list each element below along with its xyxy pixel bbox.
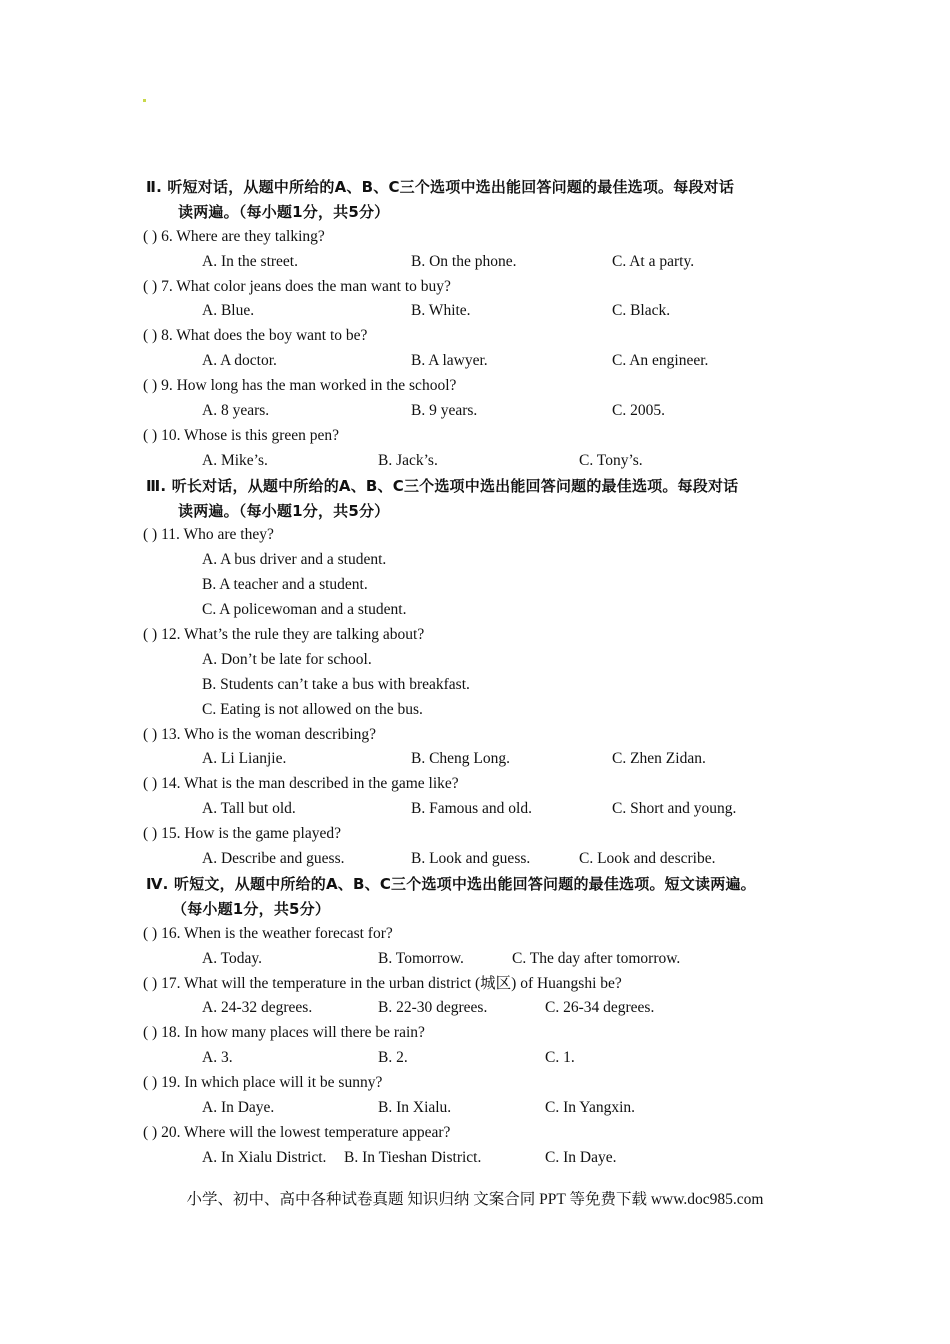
section-3-heading-cont [0, 499, 950, 524]
option-b: B. In Xialu. [378, 1098, 452, 1116]
option-b: B. A teacher and a student. [202, 576, 368, 594]
question-15 [0, 822, 950, 847]
option-c: C. 2005. [612, 402, 665, 420]
option-a: A. In the street. [202, 252, 298, 270]
question-8 [0, 324, 950, 349]
question-11-option-b [0, 573, 950, 598]
question-text: ( ) 14. What is the man described in the game like? [143, 775, 459, 793]
question-11-option-c [0, 598, 950, 623]
option-c: C. Zhen Zidan. [612, 750, 706, 768]
decorative-dot [143, 99, 146, 102]
question-10-options [0, 449, 950, 474]
question-13 [0, 723, 950, 748]
option-b: B. 9 years. [411, 402, 478, 420]
question-13-options [0, 747, 950, 772]
question-14-options [0, 797, 950, 822]
option-a: A. 24-32 degrees. [202, 999, 313, 1017]
question-8-options [0, 349, 950, 374]
option-c: C. An engineer. [612, 352, 709, 370]
question-text: ( ) 7. What color jeans does the man want to buy? [143, 277, 451, 295]
question-20-options [0, 1146, 950, 1171]
question-9 [0, 374, 950, 399]
section-2-heading [0, 175, 950, 200]
option-b: B. Tomorrow. [378, 949, 464, 967]
section-4-heading-line2: （每小题1分，共5分） [172, 899, 331, 918]
option-c: C. A policewoman and a student. [202, 601, 407, 619]
question-text: ( ) 11. Who are they? [143, 526, 274, 544]
option-b: B. Famous and old. [411, 800, 532, 818]
question-6 [0, 225, 950, 250]
option-c: C. 1. [545, 1049, 575, 1067]
option-b: B. Jack’s. [378, 451, 438, 469]
question-19-options [0, 1096, 950, 1121]
option-c: C. Eating is not allowed on the bus. [202, 700, 423, 718]
option-c: C. 26-34 degrees. [545, 999, 655, 1017]
section-2-heading-cont [0, 200, 950, 225]
option-a: A. Blue. [202, 302, 255, 320]
question-text: ( ) 13. Who is the woman describing? [143, 725, 377, 743]
question-text: ( ) 19. In which place will it be sunny? [143, 1074, 383, 1092]
question-20 [0, 1121, 950, 1146]
question-text: ( ) 12. What’s the rule they are talking about? [143, 626, 425, 644]
option-a: A. Don’t be late for school. [202, 650, 372, 668]
option-c: C. In Yangxin. [545, 1098, 636, 1116]
question-text: ( ) 6. Where are they talking? [143, 227, 325, 245]
question-12-option-b [0, 673, 950, 698]
option-a: A. 3. [202, 1049, 233, 1067]
option-b: B. White. [411, 302, 471, 320]
question-text: ( ) 20. Where will the lowest temperature appear? [143, 1123, 451, 1141]
option-c: C. Tony’s. [579, 451, 643, 469]
option-a: A. Li Lianjie. [202, 750, 287, 768]
question-12-option-c [0, 698, 950, 723]
section-3-heading-line2: 读两遍。（每小题1分，共5分） [178, 501, 390, 520]
option-c: C. Black. [612, 302, 671, 320]
question-17 [0, 972, 950, 997]
option-c: C. At a party. [612, 252, 695, 270]
question-16 [0, 922, 950, 947]
option-a: A. In Xialu District. [202, 1148, 327, 1166]
question-11-option-a [0, 548, 950, 573]
option-b: B. 22-30 degrees. [378, 999, 488, 1017]
option-a: A. Today. [202, 949, 263, 967]
question-text: ( ) 17. What will the temperature in the urban district (城区) of Huangshi be? [143, 974, 622, 992]
question-18-options [0, 1046, 950, 1071]
section-2-heading-line1: Ⅱ. 听短对话，从题中所给的A、B、C三个选项中选出能回答问题的最佳选项。每段对话 [146, 178, 735, 196]
question-9-options [0, 399, 950, 424]
question-text: ( ) 16. When is the weather forecast for? [143, 924, 393, 942]
option-a: A. A bus driver and a student. [202, 551, 387, 569]
option-a: A. 8 years. [202, 402, 270, 420]
option-b: B. Students can’t take a bus with breakfast. [202, 675, 470, 693]
section-4-heading [0, 872, 950, 897]
option-a: A. Mike’s. [202, 451, 268, 469]
question-7-options [0, 299, 950, 324]
option-b: B. On the phone. [411, 252, 517, 270]
option-a: A. Tall but old. [202, 800, 296, 818]
question-10 [0, 424, 950, 449]
section-3-heading [0, 474, 950, 499]
question-14 [0, 772, 950, 797]
question-6-options [0, 250, 950, 275]
option-b: B. Cheng Long. [411, 750, 511, 768]
question-text: ( ) 10. Whose is this green pen? [143, 426, 339, 444]
option-b: B. A lawyer. [411, 352, 488, 370]
question-text: ( ) 9. How long has the man worked in the school? [143, 377, 457, 395]
question-text: ( ) 8. What does the boy want to be? [143, 327, 368, 345]
question-text: ( ) 15. How is the game played? [143, 825, 341, 843]
question-19 [0, 1071, 950, 1096]
question-16-options [0, 947, 950, 972]
option-b: B. 2. [378, 1049, 408, 1067]
exam-listening-section [0, 175, 950, 1171]
question-12 [0, 623, 950, 648]
section-4-heading-line1: Ⅳ. 听短文，从题中所给的A、B、C三个选项中选出能回答问题的最佳选项。短文读两遍。 [146, 874, 756, 893]
page-footer: 小学、初中、高中各种试卷真题 知识归纳 文案合同 PPT 等免费下载 www.doc985.com [186, 1191, 764, 1208]
question-15-options [0, 847, 950, 872]
section-4-heading-cont [0, 897, 950, 922]
option-c: C. In Daye. [545, 1148, 617, 1166]
question-11 [0, 523, 950, 548]
section-3-heading-line1: Ⅲ. 听长对话，从题中所给的A、B、C三个选项中选出能回答问题的最佳选项。每段对话 [146, 476, 739, 495]
option-a: A. In Daye. [202, 1098, 275, 1116]
option-a: A. Describe and guess. [202, 850, 345, 868]
question-7 [0, 275, 950, 300]
question-12-option-a [0, 648, 950, 673]
question-text: ( ) 18. In how many places will there be rain? [143, 1024, 425, 1042]
option-c: C. Look and describe. [579, 850, 716, 868]
option-b: B. In Tieshan District. [344, 1148, 482, 1166]
option-b: B. Look and guess. [411, 850, 531, 868]
section-2-heading-line2: 读两遍。（每小题1分，共5分） [178, 202, 390, 221]
question-17-options [0, 996, 950, 1021]
question-18 [0, 1021, 950, 1046]
option-c: C. The day after tomorrow. [512, 949, 681, 967]
option-a: A. A doctor. [202, 352, 277, 370]
option-c: C. Short and young. [612, 800, 737, 818]
